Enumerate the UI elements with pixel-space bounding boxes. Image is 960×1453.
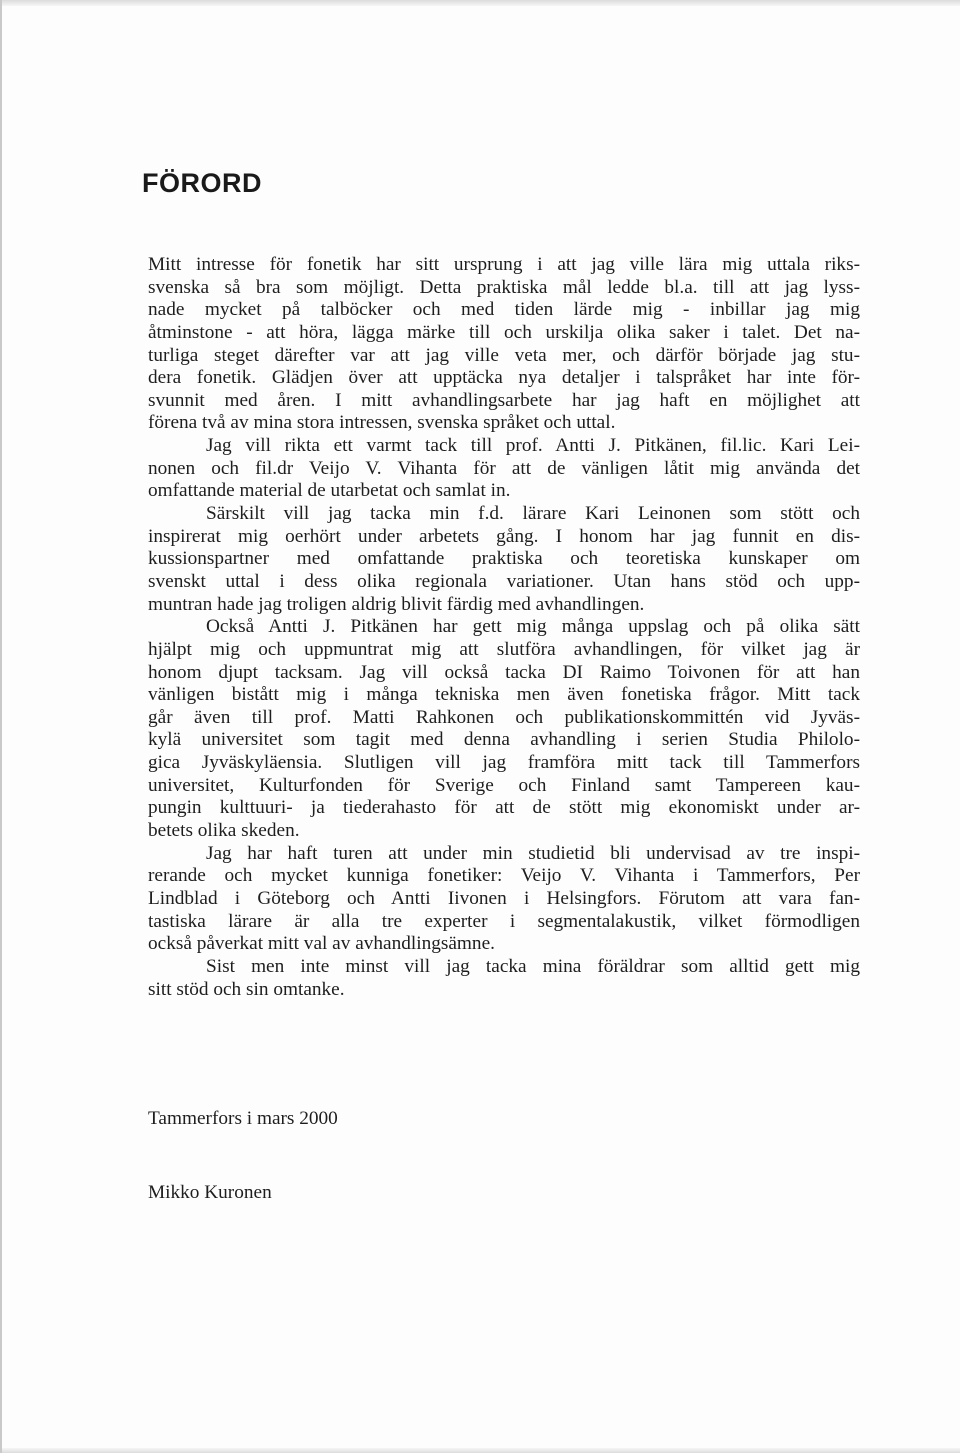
text-line: Sist men inte minst vill jag tacka mina föräldrar som alltid gett mig [206, 955, 860, 977]
text-line: svenskt uttal i dess olika regionala variationer. Utan hans stöd och upp- [148, 570, 860, 592]
text-line: rerande och mycket kunniga fonetiker: Veijo V. Vihanta i Tammerfors, Per [148, 865, 860, 887]
author-signature: Mikko Kuronen [148, 1182, 272, 1203]
text-line: universitet, Kulturfonden för Sverige och Finland samt Tampereen kau- [148, 774, 860, 796]
scan-edge-bottom [2, 1448, 960, 1453]
scan-edge-top [2, 0, 960, 6]
text-line: går även till prof. Matti Rahkonen och publikationskommittén vid Jyväs- [148, 706, 860, 728]
text-line: honom djupt tacksam. Jag vill också tacka DI Raimo Toivonen för att han [148, 661, 860, 683]
text-line: Också Antti J. Pitkänen har gett mig många uppslag och på olika sätt [206, 616, 860, 638]
text-line: Mitt intresse för fonetik har sitt ursprung i att jag ville lära mig uttala riks- [148, 254, 860, 275]
text-line: förena två av mina stora intressen, svenska språket och uttal. [148, 412, 616, 434]
text-line: nade mycket på talböcker och med tiden lärde mig - inbillar jag mig [148, 299, 860, 321]
text-line: svunnit med åren. I mitt avhandlingsarbete har jag haft en möjlighet att [148, 389, 860, 411]
text-line: vänligen bistått mig i många tekniska men även fonetiska frågor. Mitt tack [148, 684, 860, 706]
text-line: hjälpt mig och uppmuntrat mig att slutföra avhandlingen, för vilket jag är [148, 638, 860, 660]
text-line: dera fonetik. Glädjen över att upptäcka nya detaljer i talspråket har inte för- [148, 367, 860, 389]
text-line: också påverkat mitt val av avhandlingsämne. [148, 933, 495, 955]
text-line: sitt stöd och sin omtanke. [148, 978, 345, 1000]
text-line: svenska så bra som möjligt. Detta praktiska mål ledde bl.a. till att jag lyss- [148, 276, 860, 298]
text-line: muntran hade jag troligen aldrig blivit färdig med avhandlingen. [148, 593, 645, 615]
text-line: Särskilt vill jag tacka min f.d. lärare Kari Leinonen som stött och [206, 503, 860, 525]
text-line: åtminstone - att höra, lägga märke till och urskilja olika saker i talet. Det na- [148, 321, 860, 343]
place-and-date: Tammerfors i mars 2000 [148, 1108, 338, 1129]
text-line: Jag har haft turen att under min studietid bli undervisad av tre inspi- [206, 842, 860, 864]
text-line: turliga steget därefter var att jag ville veta mer, och därför började jag stu- [148, 344, 860, 366]
text-line: omfattande material de utarbetat och samlat in. [148, 480, 511, 502]
page-heading: FÖRORD [142, 168, 262, 198]
text-line: Lindblad i Göteborg och Antti Iivonen i Helsingfors. Förutom att vara fan- [148, 887, 860, 909]
text-line: Jag vill rikta ett varmt tack till prof. Antti J. Pitkänen, fil.lic. Kari Lei- [206, 435, 860, 457]
text-line: tastiska lärare är alla tre experter i segmentalakustik, vilket förmodligen [148, 910, 860, 932]
text-line: pungin kulttuuri- ja tiederahasto för att de stött mig ekonomiskt under ar- [148, 797, 860, 819]
text-line: kylä universitet som tagit med denna avhandling i serien Studia Philolo- [148, 729, 860, 751]
text-line: nonen och fil.dr Veijo V. Vihanta för att de vänligen låtit mig använda det [148, 457, 860, 479]
preface-body [148, 254, 860, 1001]
text-line: inspirerat mig oerhört under arbetets gång. I honom har jag funnit en dis- [148, 525, 860, 547]
text-line: kussionspartner med omfattande praktiska och teoretiska kunskaper om [148, 548, 860, 570]
text-line: gica Jyväskyläensia. Slutligen vill jag framföra mitt tack till Tammerfors [148, 752, 860, 774]
text-line: betets olika skeden. [148, 820, 300, 842]
